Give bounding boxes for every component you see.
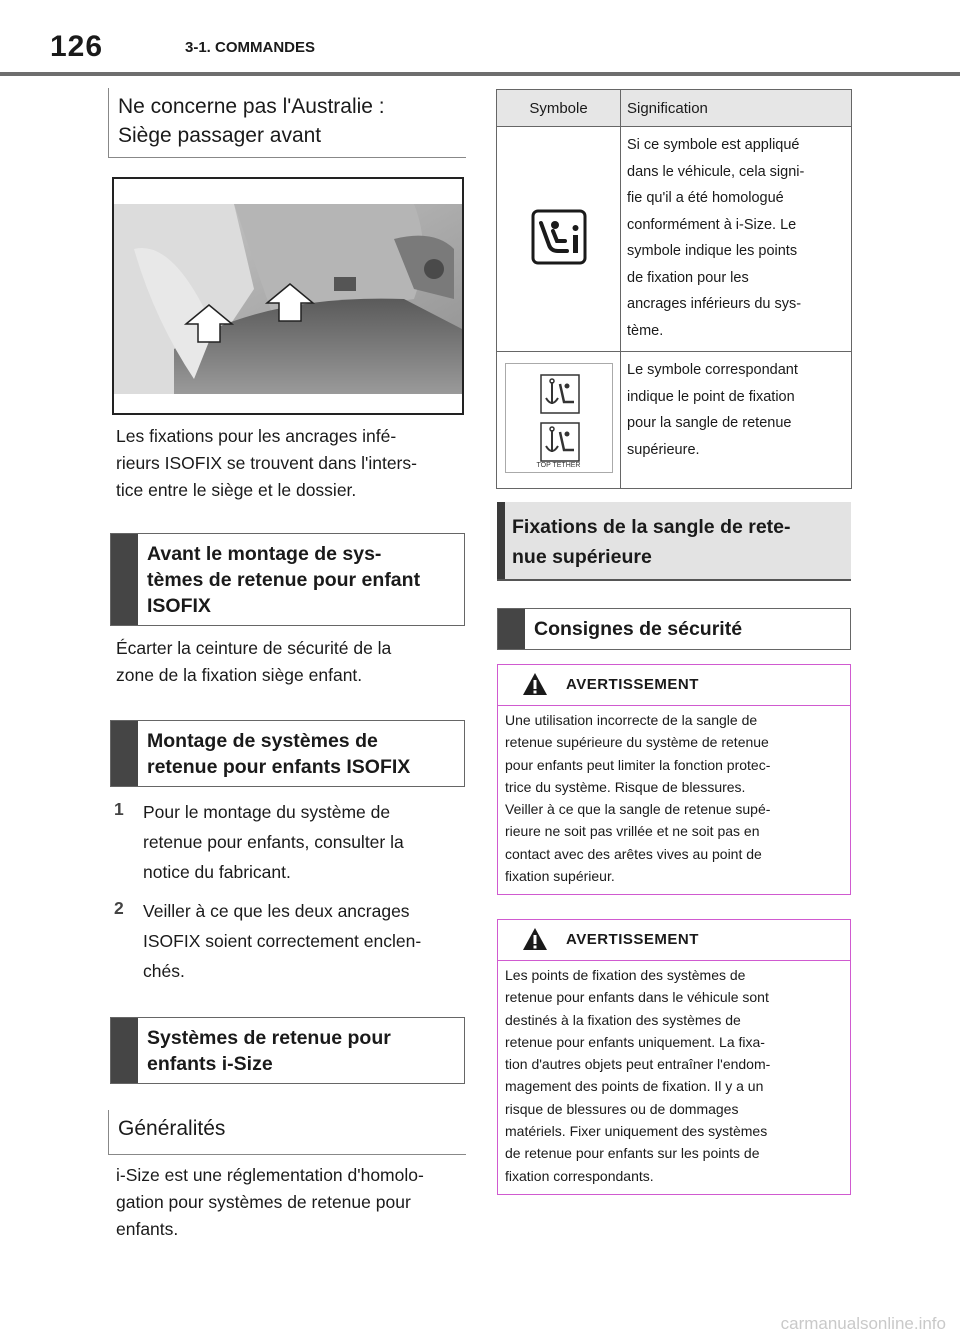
table-cell-symbol [497, 127, 621, 352]
section-title-line: tèmes de retenue pour enfant [147, 569, 421, 591]
section-marker-bar [497, 502, 505, 579]
top-tether-symbol-box [505, 363, 613, 473]
paragraph-line: i-Size est une réglementation d'homolo- [116, 1165, 424, 1185]
meaning-line: ancrages inférieurs du sys- [627, 296, 802, 312]
warning-line: Veiller à ce que la sangle de retenue supé- [505, 801, 771, 818]
section-title-line: Systèmes de retenue pour [147, 1027, 391, 1049]
heading-australia-line2: Siège passager avant [118, 124, 322, 147]
symbol-table [496, 89, 852, 489]
before-mounting-paragraph [116, 635, 466, 689]
meaning-line: symbole indique les points [627, 243, 798, 259]
meaning-line: Le symbole correspondant [627, 362, 798, 378]
table-cell-meaning [621, 127, 852, 352]
warning-line: de retenue pour enfants sur les points de [505, 1145, 760, 1162]
warning-line: retenue pour enfants dans le véhicule sont [505, 989, 769, 1006]
warning-line: risque de blessures ou de dommages [505, 1100, 739, 1117]
paragraph-line: enfants. [116, 1219, 179, 1239]
section-mounting-title [147, 728, 458, 780]
section-tether-fixations [497, 502, 851, 581]
section-title-line: ISOFIX [147, 595, 211, 617]
header-divider [0, 72, 960, 76]
warning-line: Les points de fixation des systèmes de [505, 967, 746, 983]
table-header-row [497, 90, 852, 127]
warning-line: rieure ne soit pas vrillée et ne soit pas en [505, 823, 760, 840]
section-marker-bar [111, 534, 138, 625]
fixations-line: tice entre le siège et le dossier. [116, 480, 357, 500]
watermark: carmanualsonline.info [780, 1314, 946, 1333]
table-header-meaning: Signification [621, 90, 852, 127]
step-number: 2 [114, 898, 124, 918]
page-number: 126 [50, 30, 104, 63]
table-row [497, 352, 852, 489]
section-title-line: Avant le montage de sys- [147, 543, 382, 565]
warning-box [497, 664, 851, 895]
section-title-line: Fixations de la sangle de rete- [512, 516, 791, 538]
warning-line: matériels. Fixer uniquement des systèmes [505, 1123, 768, 1140]
meaning-line: dans le véhicule, cela signi- [627, 163, 805, 180]
table-header-symbol: Symbole [497, 90, 621, 127]
isize-symbol-icon [531, 209, 587, 265]
step-line: Veiller à ce que les deux ancrages [143, 901, 410, 921]
fixations-line: Les fixations pour les ancrages infé- [116, 426, 397, 446]
warning-line: magement des points de fixation. Il y a un [505, 1078, 764, 1095]
warning-line: fixation correspondants. [505, 1167, 654, 1184]
section-safety-title: Consignes de sécurité [534, 618, 743, 640]
warning-line: destinés à la fixation des systèmes de [505, 1011, 741, 1028]
step-2-text [143, 896, 468, 986]
meaning-line: conformément à i-Size. Le [627, 216, 797, 233]
warning-line: contact avec des arêtes vives au point de [505, 845, 762, 862]
isize-paragraph [116, 1162, 468, 1243]
fixations-paragraph [116, 423, 466, 504]
step-1-text [143, 797, 468, 887]
meaning-line: pour la sangle de retenue [627, 415, 792, 431]
table-cell-meaning [621, 352, 852, 489]
step-line: retenue pour enfants, consulter la [143, 832, 404, 852]
section-before-mounting [110, 533, 465, 626]
section-tether-title [512, 512, 843, 572]
paragraph-line: zone de la fixation siège enfant. [116, 665, 363, 685]
warning-title: AVERTISSEMENT [566, 676, 699, 693]
warning-line: fixation supérieur. [505, 868, 615, 885]
step-number: 1 [114, 799, 124, 819]
chapter-title: 3-1. COMMANDES [185, 39, 316, 56]
section-mounting [110, 720, 465, 787]
meaning-line: supérieure. [627, 441, 700, 458]
warning-box [497, 919, 851, 1195]
heading-general [108, 1110, 466, 1155]
meaning-line: tème. [627, 322, 664, 339]
step-line: ISOFIX soient correctement enclen- [143, 931, 422, 951]
section-marker-bar [111, 721, 138, 786]
warning-text [505, 709, 843, 887]
warning-line: tion d'autres objets peut entraîner l'endom- [505, 1056, 771, 1073]
fixations-line: rieurs ISOFIX se trouvent dans l'inters- [116, 453, 417, 473]
meaning-line: fie qu'il a été homologué [627, 190, 784, 206]
warning-triangle-icon [522, 672, 548, 696]
section-isize [110, 1017, 465, 1084]
heading-australia-line1: Ne concerne pas l'Australie : [118, 95, 385, 118]
section-title-line: Montage de systèmes de [147, 730, 378, 752]
section-isize-title [147, 1025, 458, 1077]
warning-line: retenue pour enfants uniquement. La fixa- [505, 1033, 765, 1050]
section-title-line: retenue pour enfants ISOFIX [147, 756, 411, 778]
meaning-line: Si ce symbole est appliqué [627, 137, 800, 153]
table-row [497, 127, 852, 352]
paragraph-line: Écarter la ceinture de sécurité de la [116, 638, 392, 658]
step-line: Pour le montage du système de [143, 802, 391, 822]
section-marker-bar [111, 1018, 138, 1083]
section-title-line: nue supérieure [512, 546, 652, 568]
isofix-seat-photo [112, 177, 464, 415]
warning-line: Une utilisation incorrecte de la sangle de [505, 712, 758, 728]
warning-triangle-icon [522, 927, 548, 951]
symbol-table-wrapper [496, 89, 852, 489]
step-line: notice du fabricant. [143, 862, 291, 882]
table-cell-symbol [497, 352, 621, 489]
warning-line: pour enfants peut limiter la fonction protec- [505, 756, 771, 773]
warning-title-bar [498, 665, 850, 706]
anchor-seat-icon [540, 374, 580, 414]
warning-line: retenue supérieure du système de retenue [505, 734, 769, 751]
heading-australia [108, 88, 466, 158]
top-tether-label: TOP TETHER [536, 462, 581, 469]
meaning-line: indique le point de fixation [627, 388, 795, 405]
warning-text [505, 964, 843, 1187]
section-marker-bar [498, 609, 525, 649]
heading-general-text: Généralités [118, 1117, 226, 1140]
warning-title: AVERTISSEMENT [566, 931, 699, 948]
seat-illustration [114, 179, 462, 413]
anchor-seat-icon [540, 422, 580, 462]
warning-line: trice du système. Risque de blessures. [505, 778, 746, 795]
warning-title-bar [498, 920, 850, 961]
step-line: chés. [143, 961, 185, 981]
section-safety [497, 608, 851, 650]
section-title-line: enfants i-Size [147, 1053, 273, 1075]
section-before-mounting-title [147, 541, 458, 619]
paragraph-line: gation pour systèmes de retenue pour [116, 1192, 411, 1212]
meaning-line: de fixation pour les [627, 269, 749, 286]
